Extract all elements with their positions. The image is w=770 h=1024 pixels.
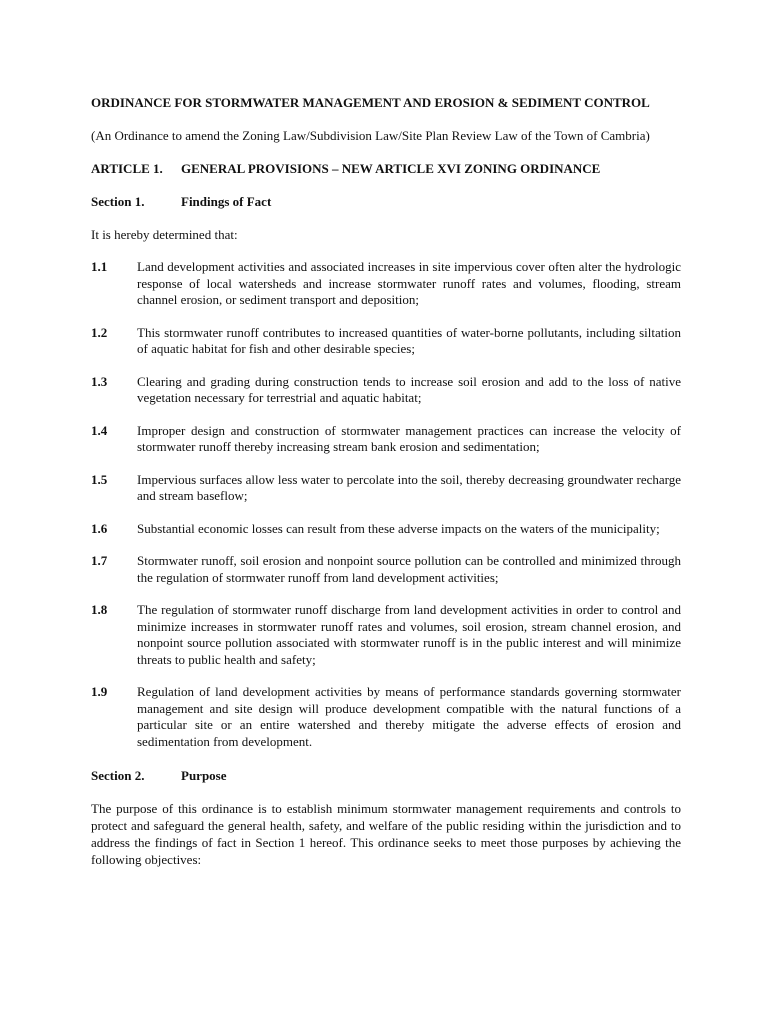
finding-number: 1.8 [91, 602, 108, 617]
finding-text: Stormwater runoff, soil erosion and nonpoint source pollution can be controlled and minimized through the regulation of stormwater runoff from land development activities; [137, 553, 681, 585]
finding-item [91, 472, 681, 505]
section-1-intro: It is hereby determined that: [91, 227, 238, 242]
article-heading [91, 160, 681, 177]
finding-number: 1.4 [91, 422, 108, 438]
finding-text: Clearing and grading during construction tends to increase soil erosion and add to the loss of native vegetation necessary for terrestrial and aquatic habitat; [137, 373, 681, 405]
document-subtitle: (An Ordinance to amend the Zoning Law/Subdivision Law/Site Plan Review Law of the Town of Cambria) [91, 128, 650, 143]
section-2-heading [91, 767, 681, 784]
finding-text: Land development activities and associated increases in site impervious cover often alter the hydrologic response of local watersheds and increase stormwater runoff rates and volumes, flooding, stream channel erosion, or sediment transport and deposition; [137, 259, 681, 307]
finding-item [91, 325, 681, 358]
finding-text: This stormwater runoff contributes to increased quantities of water-borne pollutants, including siltation of aquatic habitat for fish and other desirable species; [137, 324, 681, 356]
section-1-heading [91, 193, 681, 210]
section-1-number: Section 1. [91, 194, 145, 209]
article-number: ARTICLE 1. [91, 161, 163, 176]
section-2-number: Section 2. [91, 768, 145, 783]
finding-number: 1.1 [91, 259, 108, 274]
finding-item [91, 521, 681, 538]
findings-list [91, 259, 681, 750]
finding-number: 1.7 [91, 553, 108, 568]
finding-text: Regulation of land development activities by means of performance standards governing stormwater management and site design will produce development compatible with the natural functions of a particular site or an entire watershed and thereby mitigate the adverse effects of erosion and sedimentation from development. [137, 684, 681, 749]
document-title: ORDINANCE FOR STORMWATER MANAGEMENT AND EROSION & SEDIMENT CONTROL [91, 95, 650, 110]
finding-item [91, 374, 681, 407]
finding-text: Improper design and construction of stormwater management practices can increase the velocity of stormwater runoff thereby increasing stream bank erosion and sedimentation; [137, 422, 681, 454]
finding-number: 1.9 [91, 684, 108, 699]
section-1-title: Findings of Fact [181, 194, 272, 209]
finding-number: 1.2 [91, 324, 108, 340]
finding-number: 1.5 [91, 471, 108, 487]
finding-item [91, 684, 681, 750]
finding-text: Impervious surfaces allow less water to percolate into the soil, thereby decreasing groundwater recharge and stream baseflow; [137, 471, 681, 503]
section-2-text: The purpose of this ordinance is to establish minimum stormwater management requirements and controls to protect and safeguard the general health, safety, and welfare of the public residing within the jurisdiction and to address the findings of fact in Section 1 hereof. This ordinance seeks to meet those purposes by achieving the following objectives: [91, 801, 681, 867]
finding-item [91, 602, 681, 668]
section-2-title: Purpose [181, 768, 227, 783]
finding-text: Substantial economic losses can result from these adverse impacts on the waters of the municipality; [137, 520, 660, 536]
article-title: GENERAL PROVISIONS – NEW ARTICLE XVI ZONING ORDINANCE [181, 161, 601, 176]
finding-number: 1.3 [91, 373, 108, 389]
finding-item [91, 553, 681, 586]
finding-text: The regulation of stormwater runoff discharge from land development activities in order to control and minimize increases in stormwater runoff rates and volumes, soil erosion, stream channel erosion, and nonpoint source pollution associated with stormwater runoff is in the public interest and will minimize threats to public health and safety; [137, 602, 681, 667]
finding-item [91, 259, 681, 309]
document-page [91, 94, 681, 868]
finding-number: 1.6 [91, 520, 108, 536]
finding-item [91, 423, 681, 456]
